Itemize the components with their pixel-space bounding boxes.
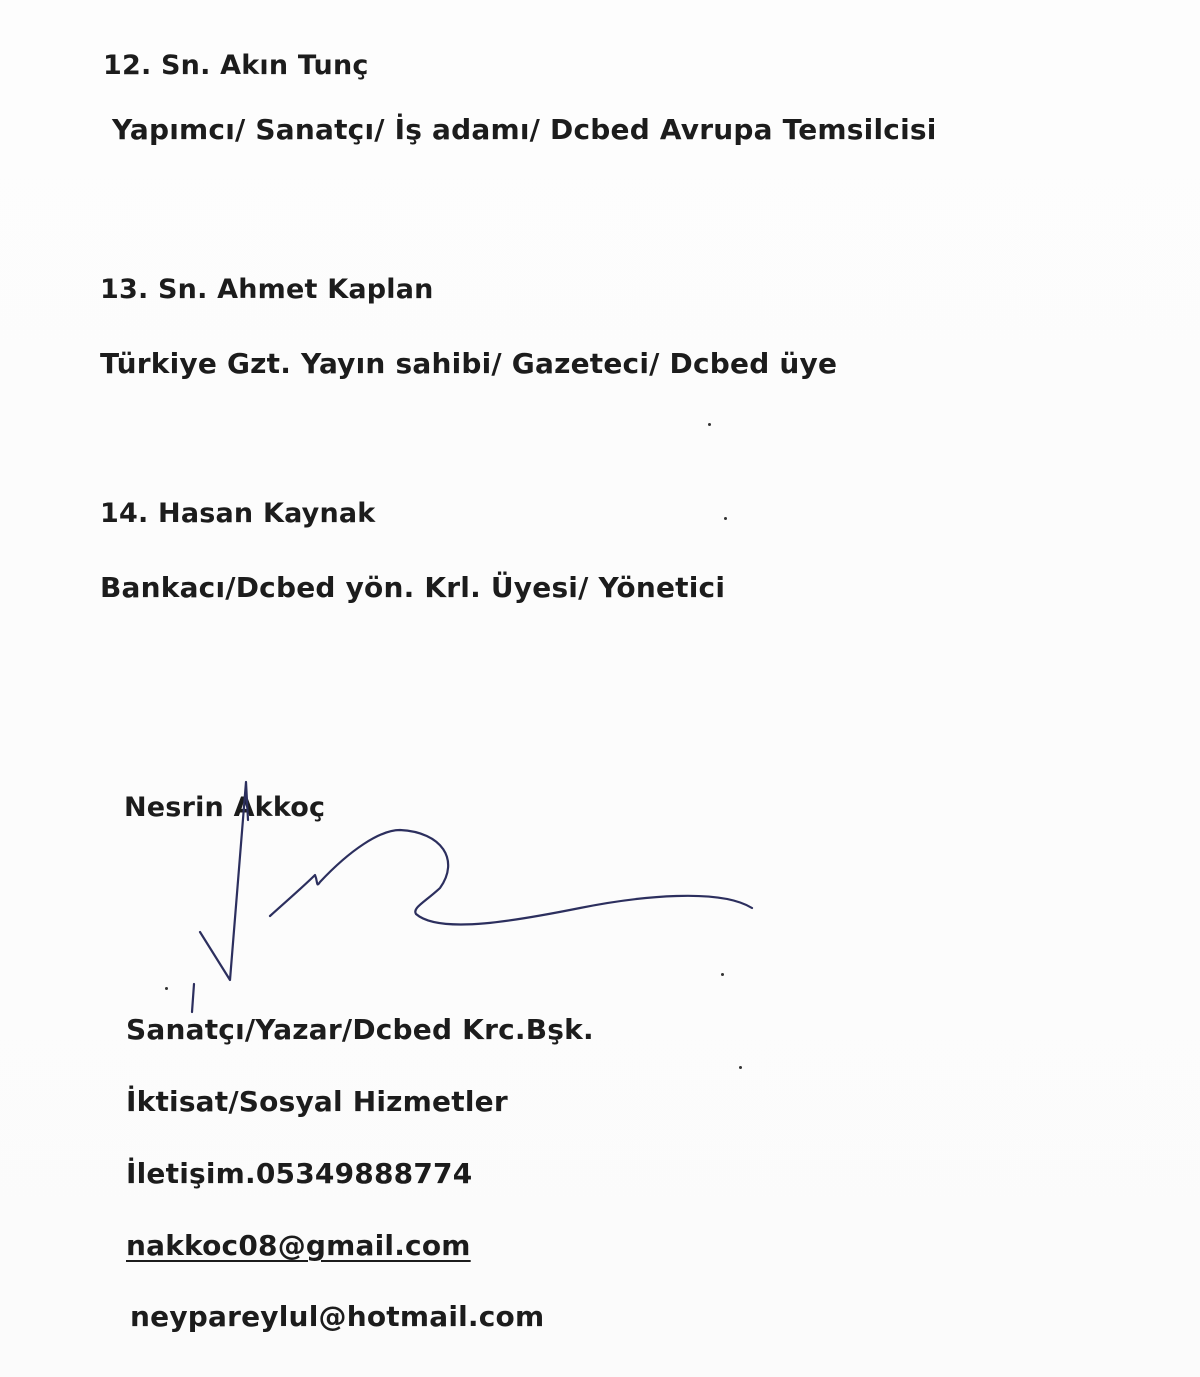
signer-name: Nesrin Akkoç	[124, 792, 326, 823]
signer-email-secondary: neypareylul@hotmail.com	[130, 1300, 545, 1333]
entry-14-name: 14. Hasan Kaynak	[100, 498, 376, 529]
signer-field: İktisat/Sosyal Hizmetler	[126, 1085, 508, 1118]
entry-12-role: Yapımcı/ Sanatçı/ İş adamı/ Dcbed Avrupa Temsilcisi	[112, 113, 937, 146]
entry-13-name: 13. Sn. Ahmet Kaplan	[100, 274, 434, 305]
signer-contact: İletişim.05349888774	[126, 1157, 473, 1190]
scan-speck	[739, 1066, 742, 1069]
signer-title: Sanatçı/Yazar/Dcbed Krc.Bşk.	[126, 1013, 594, 1046]
entry-13-role: Türkiye Gzt. Yayın sahibi/ Gazeteci/ Dcbed üye	[100, 347, 838, 380]
entry-14-role: Bankacı/Dcbed yön. Krl. Üyesi/ Yönetici	[100, 571, 726, 604]
scan-speck	[721, 973, 724, 976]
entry-12-name: 12. Sn. Akın Tunç	[103, 50, 369, 81]
scan-speck	[165, 987, 168, 990]
scan-speck	[708, 423, 711, 426]
signer-email-primary[interactable]: nakkoc08@gmail.com	[126, 1229, 471, 1262]
scan-speck	[724, 517, 727, 520]
